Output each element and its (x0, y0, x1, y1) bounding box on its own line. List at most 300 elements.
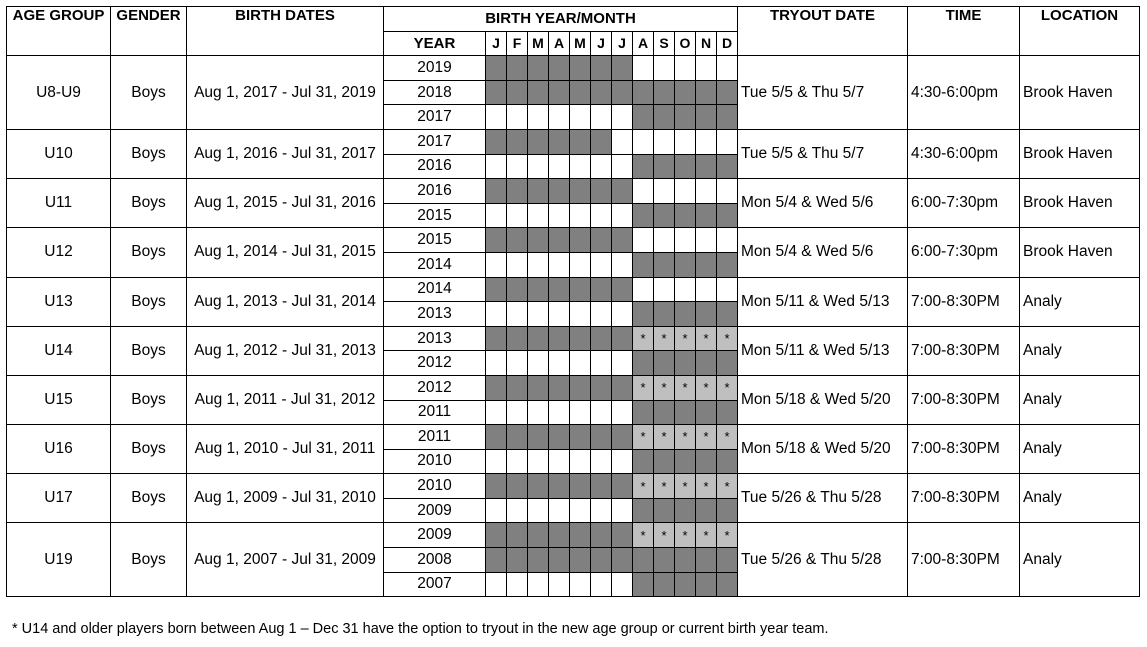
month-cell (591, 326, 612, 351)
month-cell (507, 425, 528, 450)
month-cell (633, 105, 654, 130)
month-cell (696, 56, 717, 81)
month-cell (654, 228, 675, 253)
month-cell (486, 375, 507, 400)
month-cell: * (696, 425, 717, 450)
month-cell: * (654, 523, 675, 548)
header-age-group: AGE GROUP (7, 7, 111, 56)
month-cell (612, 154, 633, 179)
month-cell (675, 154, 696, 179)
month-cell (549, 351, 570, 376)
table-row (7, 523, 1140, 548)
month-cell (654, 179, 675, 204)
month-cell (675, 105, 696, 130)
month-cell (549, 375, 570, 400)
month-cell (633, 154, 654, 179)
month-cell (591, 375, 612, 400)
table-body (7, 56, 1140, 597)
header-time: TIME (908, 7, 1020, 56)
month-cell (486, 203, 507, 228)
birth-year-cell: 2009 (384, 498, 486, 523)
month-cell (612, 425, 633, 450)
gender-cell: Boys (111, 375, 187, 424)
month-cell (696, 228, 717, 253)
birth-year-cell: 2012 (384, 375, 486, 400)
month-cell (507, 375, 528, 400)
month-cell (654, 302, 675, 327)
month-cell (570, 449, 591, 474)
month-cell (486, 105, 507, 130)
tryout-date-cell: Mon 5/11 & Wed 5/13 (738, 326, 908, 375)
month-cell (528, 326, 549, 351)
gender-cell: Boys (111, 56, 187, 130)
month-cell (507, 474, 528, 499)
birth-year-cell: 2008 (384, 548, 486, 573)
header-gender: GENDER (111, 7, 187, 56)
month-cell (612, 498, 633, 523)
month-cell (549, 400, 570, 425)
month-cell (696, 498, 717, 523)
birth-year-cell: 2015 (384, 228, 486, 253)
tryout-date-cell: Mon 5/11 & Wed 5/13 (738, 277, 908, 326)
month-cell: * (717, 474, 738, 499)
month-cell (591, 154, 612, 179)
time-cell: 6:00-7:30pm (908, 179, 1020, 228)
time-cell: 7:00-8:30PM (908, 425, 1020, 474)
month-cell (549, 326, 570, 351)
month-cell (570, 129, 591, 154)
month-cell (717, 154, 738, 179)
birth-dates-cell: Aug 1, 2010 - Jul 31, 2011 (187, 425, 384, 474)
month-cell (591, 523, 612, 548)
month-cell: * (717, 523, 738, 548)
table-row (7, 179, 1140, 204)
month-cell (528, 498, 549, 523)
month-cell (570, 523, 591, 548)
gender-cell: Boys (111, 425, 187, 474)
month-cell (528, 302, 549, 327)
month-cell: * (675, 474, 696, 499)
month-cell: * (633, 375, 654, 400)
month-cell (507, 56, 528, 81)
month-cell (675, 498, 696, 523)
month-cell (528, 203, 549, 228)
month-cell (507, 252, 528, 277)
month-cell (528, 548, 549, 573)
age-group-cell: U12 (7, 228, 111, 277)
table-row (7, 326, 1140, 351)
month-cell (549, 154, 570, 179)
month-cell (654, 351, 675, 376)
month-cell (654, 105, 675, 130)
month-cell (612, 474, 633, 499)
gender-cell: Boys (111, 179, 187, 228)
month-cell (591, 203, 612, 228)
age-group-cell: U10 (7, 129, 111, 178)
header-location: LOCATION (1020, 7, 1140, 56)
month-cell (633, 80, 654, 105)
month-cell (507, 498, 528, 523)
month-cell (633, 400, 654, 425)
month-cell (612, 548, 633, 573)
birth-dates-cell: Aug 1, 2009 - Jul 31, 2010 (187, 474, 384, 523)
month-cell (570, 203, 591, 228)
month-cell (507, 449, 528, 474)
month-cell (486, 326, 507, 351)
month-cell (591, 80, 612, 105)
month-cell (717, 129, 738, 154)
month-cell (570, 400, 591, 425)
month-cell (633, 129, 654, 154)
month-cell (717, 105, 738, 130)
month-cell (549, 302, 570, 327)
month-cell (570, 572, 591, 597)
month-cell (528, 425, 549, 450)
month-cell (486, 572, 507, 597)
month-cell (570, 179, 591, 204)
birth-dates-cell: Aug 1, 2013 - Jul 31, 2014 (187, 277, 384, 326)
header-month: M (528, 31, 549, 56)
tryout-date-cell: Mon 5/4 & Wed 5/6 (738, 179, 908, 228)
birth-year-cell: 2018 (384, 80, 486, 105)
month-cell (528, 252, 549, 277)
footnote: * U14 and older players born between Aug 1 – Dec 31 have the option to tryout in the new age group or current birth year team. (12, 621, 829, 637)
month-cell (528, 474, 549, 499)
month-cell (633, 449, 654, 474)
month-cell (549, 449, 570, 474)
tryout-date-cell: Tue 5/5 & Thu 5/7 (738, 129, 908, 178)
month-cell (486, 129, 507, 154)
table-row (7, 277, 1140, 302)
month-cell (507, 277, 528, 302)
location-cell: Analy (1020, 277, 1140, 326)
birth-year-cell: 2011 (384, 400, 486, 425)
month-cell (696, 80, 717, 105)
month-cell (507, 523, 528, 548)
month-cell (486, 80, 507, 105)
month-cell (654, 154, 675, 179)
tryout-schedule-table (6, 6, 1140, 597)
month-cell (675, 179, 696, 204)
month-cell: * (675, 523, 696, 548)
month-cell: * (654, 375, 675, 400)
month-cell (507, 154, 528, 179)
month-cell (696, 351, 717, 376)
month-cell (507, 80, 528, 105)
header-month: F (507, 31, 528, 56)
month-cell (696, 154, 717, 179)
month-cell (633, 548, 654, 573)
month-cell (633, 277, 654, 302)
location-cell: Brook Haven (1020, 129, 1140, 178)
month-cell (591, 400, 612, 425)
month-cell (717, 80, 738, 105)
birth-year-cell: 2017 (384, 129, 486, 154)
month-cell (486, 228, 507, 253)
month-cell (612, 277, 633, 302)
month-cell (612, 400, 633, 425)
month-cell (528, 277, 549, 302)
month-cell (612, 523, 633, 548)
month-cell (654, 129, 675, 154)
month-cell (696, 179, 717, 204)
month-cell (549, 129, 570, 154)
month-cell (591, 474, 612, 499)
tryout-date-cell: Tue 5/5 & Thu 5/7 (738, 56, 908, 130)
month-cell (549, 228, 570, 253)
month-cell (717, 277, 738, 302)
month-cell (717, 449, 738, 474)
age-group-cell: U17 (7, 474, 111, 523)
age-group-cell: U16 (7, 425, 111, 474)
month-cell (696, 203, 717, 228)
month-cell (633, 203, 654, 228)
month-cell: * (633, 474, 654, 499)
month-cell (549, 523, 570, 548)
month-cell (486, 548, 507, 573)
month-cell: * (675, 375, 696, 400)
month-cell (570, 80, 591, 105)
month-cell (633, 572, 654, 597)
month-cell (591, 449, 612, 474)
birth-year-cell: 2013 (384, 326, 486, 351)
month-cell (549, 80, 570, 105)
month-cell (486, 425, 507, 450)
table-row (7, 425, 1140, 450)
month-cell (507, 548, 528, 573)
birth-year-cell: 2013 (384, 302, 486, 327)
month-cell: * (654, 326, 675, 351)
month-cell (612, 351, 633, 376)
month-cell (717, 179, 738, 204)
birth-year-cell: 2011 (384, 425, 486, 450)
birth-dates-cell: Aug 1, 2012 - Jul 31, 2013 (187, 326, 384, 375)
time-cell: 7:00-8:30PM (908, 474, 1020, 523)
month-cell (591, 277, 612, 302)
birth-year-cell: 2015 (384, 203, 486, 228)
age-group-cell: U11 (7, 179, 111, 228)
month-cell (696, 548, 717, 573)
month-cell (570, 105, 591, 130)
birth-dates-cell: Aug 1, 2014 - Jul 31, 2015 (187, 228, 384, 277)
birth-year-cell: 2019 (384, 56, 486, 81)
header-birth-year-month: BIRTH YEAR/MONTH (384, 7, 738, 32)
gender-cell: Boys (111, 228, 187, 277)
month-cell: * (696, 326, 717, 351)
month-cell (696, 449, 717, 474)
month-cell (486, 351, 507, 376)
month-cell (507, 572, 528, 597)
month-cell (591, 351, 612, 376)
month-cell: * (717, 425, 738, 450)
month-cell (612, 105, 633, 130)
month-cell (633, 179, 654, 204)
month-cell (612, 129, 633, 154)
month-cell (654, 449, 675, 474)
month-cell (549, 105, 570, 130)
month-cell (633, 252, 654, 277)
month-cell: * (717, 375, 738, 400)
birth-dates-cell: Aug 1, 2017 - Jul 31, 2019 (187, 56, 384, 130)
month-cell (528, 400, 549, 425)
month-cell (549, 498, 570, 523)
header-birth-dates: BIRTH DATES (187, 7, 384, 56)
time-cell: 7:00-8:30PM (908, 375, 1020, 424)
month-cell (675, 252, 696, 277)
month-cell (654, 400, 675, 425)
time-cell: 7:00-8:30PM (908, 326, 1020, 375)
time-cell: 7:00-8:30PM (908, 523, 1020, 597)
month-cell (717, 203, 738, 228)
month-cell (612, 252, 633, 277)
month-cell (717, 252, 738, 277)
month-cell (549, 252, 570, 277)
birth-dates-cell: Aug 1, 2015 - Jul 31, 2016 (187, 179, 384, 228)
month-cell (675, 80, 696, 105)
month-cell (654, 277, 675, 302)
month-cell (654, 498, 675, 523)
age-group-cell: U19 (7, 523, 111, 597)
location-cell: Analy (1020, 523, 1140, 597)
month-cell (570, 277, 591, 302)
age-group-cell: U8-U9 (7, 56, 111, 130)
header-month: N (696, 31, 717, 56)
month-cell (591, 548, 612, 573)
time-cell: 4:30-6:00pm (908, 56, 1020, 130)
month-cell (486, 523, 507, 548)
month-cell (591, 129, 612, 154)
table-row (7, 228, 1140, 253)
month-cell (570, 252, 591, 277)
month-cell (717, 548, 738, 573)
month-cell (570, 228, 591, 253)
month-cell (696, 129, 717, 154)
location-cell: Analy (1020, 375, 1140, 424)
month-cell (486, 302, 507, 327)
month-cell (591, 302, 612, 327)
month-cell (675, 302, 696, 327)
table-row (7, 375, 1140, 400)
month-cell (570, 56, 591, 81)
month-cell (486, 154, 507, 179)
month-cell (486, 252, 507, 277)
month-cell (549, 425, 570, 450)
header-month: A (633, 31, 654, 56)
location-cell: Analy (1020, 326, 1140, 375)
header-month: M (570, 31, 591, 56)
header-month: O (675, 31, 696, 56)
tryout-date-cell: Tue 5/26 & Thu 5/28 (738, 523, 908, 597)
month-cell (696, 277, 717, 302)
birth-year-cell: 2010 (384, 449, 486, 474)
month-cell (507, 228, 528, 253)
month-cell (612, 228, 633, 253)
month-cell (591, 56, 612, 81)
month-cell (528, 228, 549, 253)
age-group-cell: U15 (7, 375, 111, 424)
month-cell (528, 351, 549, 376)
month-cell (507, 351, 528, 376)
tryout-date-cell: Mon 5/4 & Wed 5/6 (738, 228, 908, 277)
month-cell (528, 523, 549, 548)
birth-year-cell: 2014 (384, 277, 486, 302)
birth-year-cell: 2010 (384, 474, 486, 499)
month-cell (654, 548, 675, 573)
month-cell (612, 80, 633, 105)
header-tryout-date: TRYOUT DATE (738, 7, 908, 56)
location-cell: Brook Haven (1020, 228, 1140, 277)
month-cell (549, 203, 570, 228)
month-cell (570, 474, 591, 499)
month-cell (612, 572, 633, 597)
month-cell (549, 277, 570, 302)
month-cell (612, 179, 633, 204)
month-cell (696, 252, 717, 277)
month-cell (528, 449, 549, 474)
table-row (7, 56, 1140, 81)
month-cell: * (654, 474, 675, 499)
month-cell (675, 572, 696, 597)
month-cell (528, 572, 549, 597)
month-cell: * (675, 425, 696, 450)
month-cell (486, 449, 507, 474)
month-cell (633, 228, 654, 253)
month-cell (675, 548, 696, 573)
month-cell (591, 105, 612, 130)
header-month: S (654, 31, 675, 56)
header-month: J (591, 31, 612, 56)
month-cell (570, 425, 591, 450)
location-cell: Analy (1020, 474, 1140, 523)
month-cell (549, 548, 570, 573)
month-cell (675, 449, 696, 474)
age-group-cell: U14 (7, 326, 111, 375)
month-cell (507, 105, 528, 130)
month-cell (591, 252, 612, 277)
month-cell (570, 375, 591, 400)
birth-year-cell: 2017 (384, 105, 486, 130)
month-cell (549, 572, 570, 597)
month-cell (696, 572, 717, 597)
month-cell (612, 203, 633, 228)
gender-cell: Boys (111, 523, 187, 597)
month-cell (612, 449, 633, 474)
month-cell (528, 80, 549, 105)
month-cell (528, 129, 549, 154)
month-cell (612, 302, 633, 327)
header-month: D (717, 31, 738, 56)
month-cell (486, 277, 507, 302)
month-cell (549, 179, 570, 204)
month-cell (507, 302, 528, 327)
month-cell (507, 326, 528, 351)
month-cell (591, 572, 612, 597)
birth-year-cell: 2016 (384, 154, 486, 179)
month-cell (717, 351, 738, 376)
month-cell (717, 56, 738, 81)
table-row (7, 474, 1140, 499)
birth-dates-cell: Aug 1, 2007 - Jul 31, 2009 (187, 523, 384, 597)
month-cell: * (675, 326, 696, 351)
month-cell (507, 179, 528, 204)
gender-cell: Boys (111, 474, 187, 523)
month-cell (717, 228, 738, 253)
month-cell (696, 400, 717, 425)
month-cell (612, 326, 633, 351)
month-cell (696, 105, 717, 130)
month-cell (633, 56, 654, 81)
birth-year-cell: 2009 (384, 523, 486, 548)
